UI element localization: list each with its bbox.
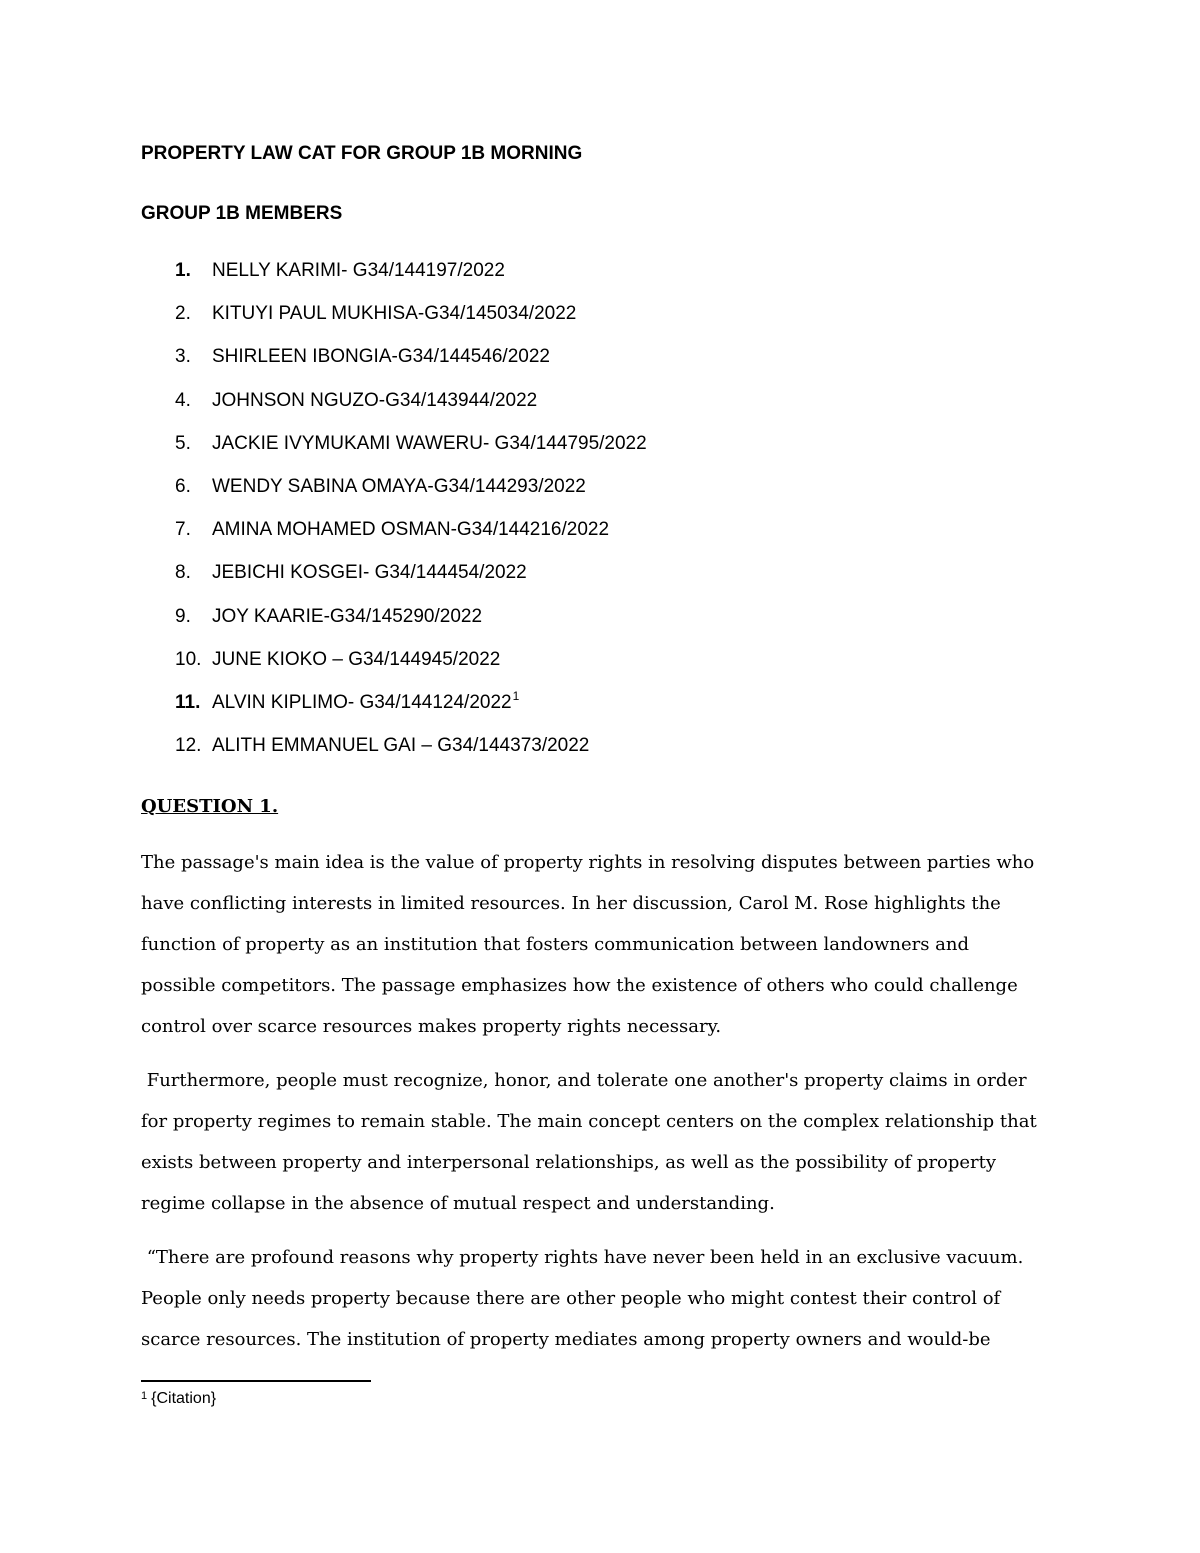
list-item-text: WENDY SABINA OMAYA-G34/144293/2022 bbox=[212, 475, 586, 497]
list-item-number: 11. bbox=[175, 691, 201, 713]
paragraph-2 bbox=[141, 1060, 1071, 1224]
footnote-reference[interactable]: 1 bbox=[512, 688, 520, 703]
list-item-number: 10. bbox=[175, 648, 202, 670]
list-item-number: 8. bbox=[175, 562, 191, 584]
list-item-text: JEBICHI KOSGEI- G34/144454/2022 bbox=[212, 562, 527, 584]
members-heading: GROUP 1B MEMBERS bbox=[141, 203, 343, 224]
footnote bbox=[141, 1390, 216, 1408]
footnote-separator bbox=[141, 1380, 371, 1382]
footnote-marker: 1 bbox=[141, 1390, 148, 1402]
list-item-text: AMINA MOHAMED OSMAN-G34/144216/2022 bbox=[212, 519, 610, 541]
list-item-text: JOY KAARIE-G34/145290/2022 bbox=[212, 605, 483, 627]
list-item-text: ALITH EMMANUEL GAI – G34/144373/2022 bbox=[212, 735, 590, 757]
paragraph-1 bbox=[141, 842, 1071, 1047]
list-item bbox=[141, 519, 1041, 562]
list-item bbox=[141, 476, 1041, 519]
document-title: PROPERTY LAW CAT FOR GROUP 1B MORNING bbox=[141, 143, 583, 164]
list-item-number: 3. bbox=[175, 346, 191, 368]
list-item-text: JOHNSON NGUZO-G34/143944/2022 bbox=[212, 389, 538, 411]
list-item bbox=[141, 606, 1041, 649]
paragraph-line: Furthermore, people must recognize, honor, and tolerate one another's property claims in order bbox=[141, 1070, 1027, 1091]
paragraph-line: control over scarce resources makes property rights necessary. bbox=[141, 1016, 722, 1037]
list-item-text: NELLY KARIMI- G34/144197/2022 bbox=[212, 260, 505, 281]
list-item-number: 7. bbox=[175, 519, 191, 541]
list-item-number: 5. bbox=[175, 432, 191, 454]
paragraph-3 bbox=[141, 1237, 1071, 1360]
list-item bbox=[141, 688, 1041, 735]
list-item-number: 6. bbox=[175, 475, 191, 497]
list-item bbox=[141, 649, 1041, 692]
list-item bbox=[141, 735, 1041, 778]
list-item bbox=[141, 562, 1041, 605]
paragraph-line: “There are profound reasons why property rights have never been held in an exclusive vacuum. bbox=[141, 1247, 1024, 1268]
list-item-number: 9. bbox=[175, 605, 191, 627]
list-item bbox=[141, 390, 1041, 433]
list-item-number: 1. bbox=[175, 260, 191, 281]
question-heading: QUESTION 1. bbox=[141, 796, 279, 817]
list-item-text bbox=[212, 688, 520, 714]
list-item-name: ALVIN KIPLIMO- G34/144124/2022 bbox=[212, 691, 512, 713]
paragraph-line: possible competitors. The passage emphasizes how the existence of others who could challenge bbox=[141, 975, 1018, 996]
list-item-text: JUNE KIOKO – G34/144945/2022 bbox=[212, 648, 501, 670]
list-item bbox=[141, 346, 1041, 389]
paragraph-line: have conflicting interests in limited resources. In her discussion, Carol M. Rose highlights the bbox=[141, 893, 1001, 914]
list-item-number: 12. bbox=[175, 735, 202, 757]
paragraph-line: People only needs property because there are other people who might contest their control of bbox=[141, 1288, 1001, 1309]
list-item bbox=[141, 433, 1041, 476]
list-item bbox=[141, 260, 1041, 303]
paragraph-line: function of property as an institution that fosters communication between landowners and bbox=[141, 934, 970, 955]
list-item-text: SHIRLEEN IBONGIA-G34/144546/2022 bbox=[212, 346, 550, 368]
list-item-number: 2. bbox=[175, 303, 191, 325]
paragraph-line: for property regimes to remain stable. The main concept centers on the complex relationship that bbox=[141, 1111, 1037, 1132]
paragraph-line: regime collapse in the absence of mutual respect and understanding. bbox=[141, 1193, 775, 1214]
paragraph-line: exists between property and interpersonal relationships, as well as the possibility of property bbox=[141, 1152, 997, 1173]
list-item-number: 4. bbox=[175, 389, 191, 411]
footnote-text: {Citation} bbox=[151, 1390, 217, 1407]
paragraph-line: The passage's main idea is the value of property rights in resolving disputes between parties who bbox=[141, 852, 1035, 873]
list-item bbox=[141, 303, 1041, 346]
paragraph-line: scarce resources. The institution of property mediates among property owners and would-be bbox=[141, 1329, 991, 1350]
list-item-text: KITUYI PAUL MUKHISA-G34/145034/2022 bbox=[212, 303, 577, 325]
member-list bbox=[141, 260, 1041, 778]
list-item-text: JACKIE IVYMUKAMI WAWERU- G34/144795/2022 bbox=[212, 432, 647, 454]
